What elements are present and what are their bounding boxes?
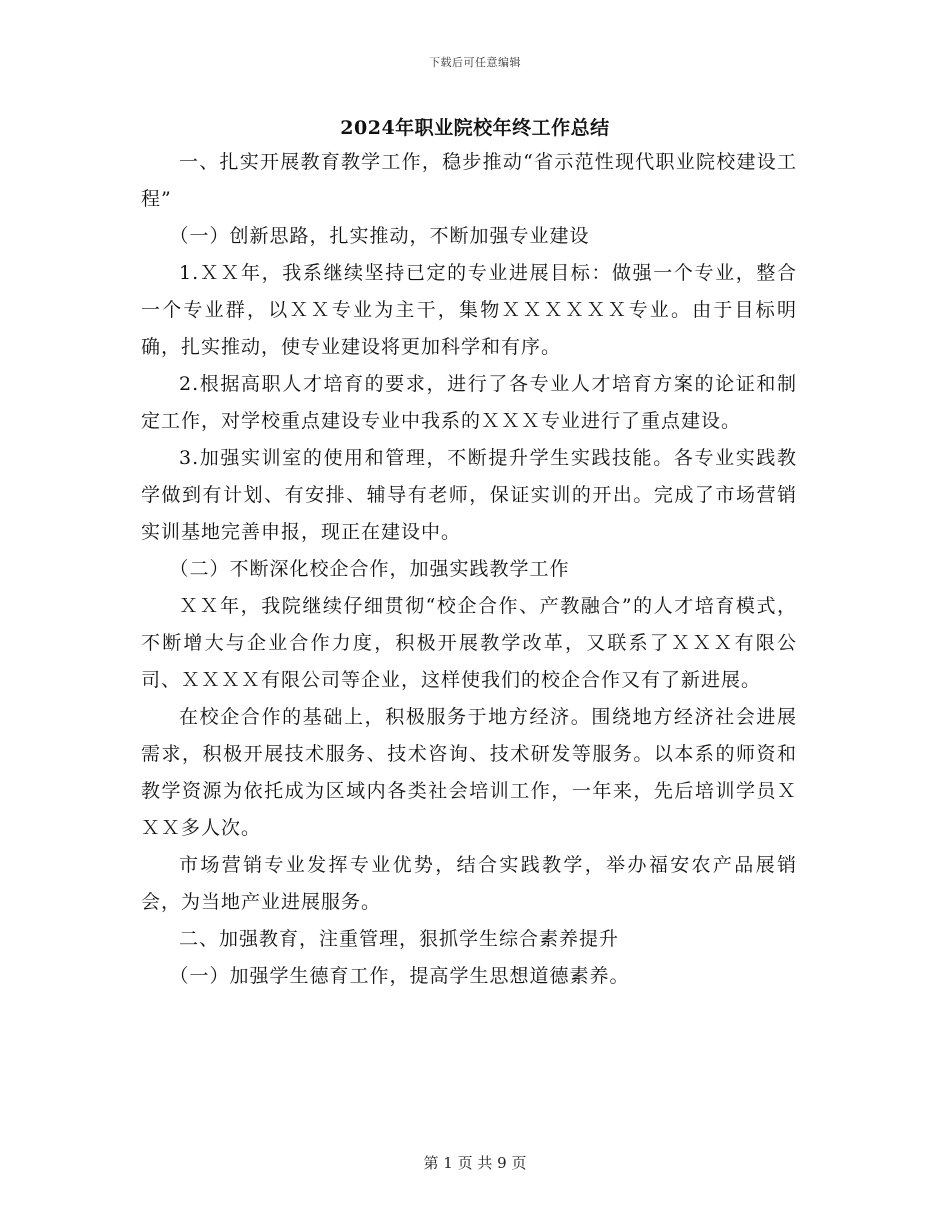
document-title: 2024年职业院校年终工作总结 <box>340 117 610 139</box>
body-paragraph: 1.ＸＸ年，我系继续坚持已定的专业进展目标：做强一个专业，整合一个专业群，以ＸＸ专业为主干，集物ＸＸＸＸＸＸ专业。由于目标明确，扎实推动，使专业建设将更加科学和有序。 <box>141 262 797 358</box>
page-header-note: 下载后可任意编辑 <box>429 56 521 69</box>
section-heading-1: 一、扎实开展教育教学工作，稳步推动“省示范性现代职业院校建设工程” <box>141 151 797 210</box>
body-paragraph: ＸＸ年，我院继续仔细贯彻“校企合作、产教融合”的人才培育模式，不断增大与企业合作力度，积极开展教学改革，又联系了ＸＸＸ有限公司、ＸＸＸＸ有限公司等企业，这样使我们的校企合作又有了新进展。 <box>141 595 797 691</box>
body-paragraph: 2.根据高职人才培育的要求，进行了各专业人才培育方案的论证和制定工作，对学校重点建设专业中我系的ＸＸＸ专业进行了重点建设。 <box>141 373 797 432</box>
subsection-heading-2: （二）不断深化校企合作，加强实践教学工作 <box>169 558 570 580</box>
body-paragraph: 3.加强实训室的使用和管理，不断提升学生实践技能。各专业实践教学做到有计划、有安排、辅导有老师，保证实训的开出。完成了市场营销实训基地完善申报，现正在建设中。 <box>141 447 797 543</box>
page-number-footer: 第 1 页 共 9 页 <box>423 1154 527 1172</box>
subsection-heading-1: （一）创新思路，扎实推动，不断加强专业建设 <box>169 225 590 247</box>
document-body <box>141 144 797 995</box>
section-heading-2: 二、加强教育，注重管理，狠抓学生综合素养提升 <box>179 928 620 950</box>
body-paragraph: 在校企合作的基础上，积极服务于地方经济。围绕地方经济社会进展需求，积极开展技术服务、技术咨询、技术研发等服务。以本系的师资和教学资源为依托成为区域内各类社会培训工作，一年来，先后培训学员ＸＸＸ多人次。 <box>141 706 797 839</box>
subsection-heading-3: （一）加强学生德育工作，提高学生思想道德素养。 <box>169 965 630 987</box>
body-paragraph: 市场营销专业发挥专业优势，结合实践教学，举办福安农产品展销会，为当地产业进展服务。 <box>141 854 797 913</box>
